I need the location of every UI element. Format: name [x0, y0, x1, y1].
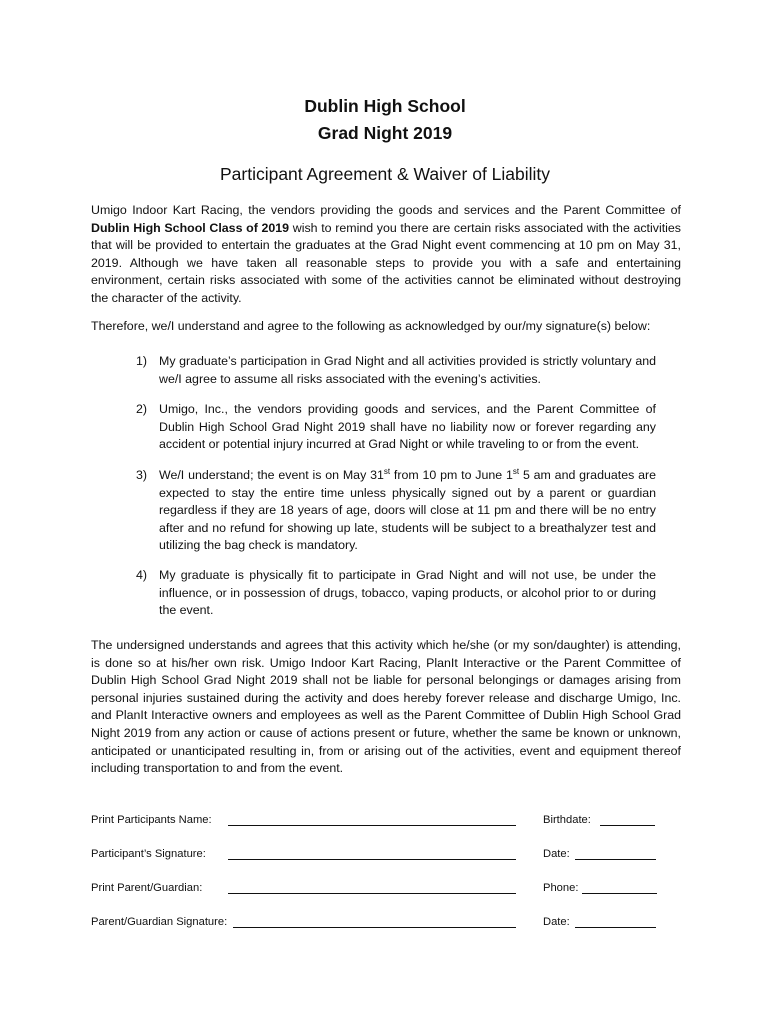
date-field[interactable] — [575, 859, 656, 860]
item-text-c: 5 am and graduates are expected to stay the entire time unless physically signed out by a parent or guardian regardless if they are 18 years of age, doors will close at 11 pm and there will be no entry after and no refund for showing up late, students will be subject to a breathalyzer test and utilizing the bag check is mandatory. — [159, 468, 657, 553]
item-text-b: from 10 pm to June 1 — [390, 468, 513, 482]
item-number: 2) — [136, 402, 148, 416]
parent-name-row — [91, 880, 671, 896]
item-text-a: We/I understand; the event is on May 31 — [159, 468, 384, 482]
intro-paragraph — [91, 202, 681, 308]
parent-signature-row — [91, 914, 671, 930]
item-text: Umigo, Inc., the vendors providing goods and services, and the Parent Committee of Dublin High School Grad Night 2019 shall have no liability now or forever regarding any accident or potential injury incurred at Grad Night or while traveling to or from the event. — [159, 402, 656, 452]
parent-signature-label: Parent/Guardian Signature: — [91, 916, 228, 928]
item-text — [159, 467, 656, 555]
intro-text-2: wish to remind you there are certain risks associated with the activities that will be provided to entertain the graduates at the Grad Night event commencing at 10 pm on May 31, 2019. Although we have taken all reasonable steps to provide you with a safe and entertaining environment, certain risks associated with some of the activities cannot be eliminated without destroying the character of the activity. — [91, 220, 681, 305]
release-paragraph: The undersigned understands and agrees that this activity which he/she (or my son/daughter) is attending, is done so at his/her own risk. Umigo Indoor Kart Racing, PlanIt Interactive or the Parent Committee of Dublin High School Grad Night 2019 shall not be liable for personal belongings or damages arising from personal injuries sustained during the activity and does hereby forever release and discharge Umigo, Inc. and PlanIt Interactive owners and employees as well as the Parent Committee of Dublin High School Grad Night 2019 from any action or cause of actions present or future, whether the same be known or unknown, anticipated or unanticipated resulting in, from or arising out of the activities, event and equipment thereof including transportation to and from the event. — [91, 638, 681, 776]
birthdate-field[interactable] — [600, 825, 655, 826]
parent-signature-field[interactable] — [233, 927, 516, 928]
item-number: 3) — [136, 468, 148, 482]
phone-label: Phone: — [543, 882, 579, 894]
participant-name-label: Print Participants Name: — [91, 814, 212, 826]
item-number: 1) — [136, 354, 148, 368]
item-text: My graduate’s participation in Grad Night and all activities provided is strictly voluntary and we/I agree to assume all risks associated with the evening’s activities. — [159, 354, 656, 386]
ordinal-suffix: st — [512, 466, 520, 476]
date-field-2[interactable] — [575, 927, 656, 928]
parent-name-field[interactable] — [228, 893, 516, 894]
participant-signature-row — [91, 846, 671, 862]
participant-signature-label: Participant’s Signature: — [91, 848, 206, 860]
event-title: Grad Night 2019 — [317, 123, 453, 143]
date-label: Date: — [543, 848, 570, 860]
date-label-2: Date: — [543, 916, 570, 928]
participant-name-field[interactable] — [228, 825, 516, 826]
item-number: 4) — [136, 568, 148, 582]
document-subtitle: Participant Agreement & Waiver of Liability — [219, 164, 551, 184]
therefore-paragraph: Therefore, we/I understand and agree to the following as acknowledged by our/my signature(s) below: — [91, 319, 651, 333]
phone-field[interactable] — [582, 893, 657, 894]
intro-text-1: Umigo Indoor Kart Racing, the vendors providing the goods and services and the Parent Committee of — [91, 203, 681, 217]
school-title: Dublin High School — [304, 96, 466, 116]
ordinal-suffix: st — [383, 466, 391, 476]
intro-bold-class: Dublin High School Class of 2019 — [91, 220, 290, 235]
item-text: My graduate is physically fit to participate in Grad Night and will not use, be under the influence, or in possession of drugs, tobacco, vaping products, or alcohol prior to or during the event. — [159, 568, 656, 618]
participant-name-row — [91, 812, 671, 828]
participant-signature-field[interactable] — [228, 859, 516, 860]
birthdate-label: Birthdate: — [543, 814, 591, 826]
parent-name-label: Print Parent/Guardian: — [91, 882, 203, 894]
